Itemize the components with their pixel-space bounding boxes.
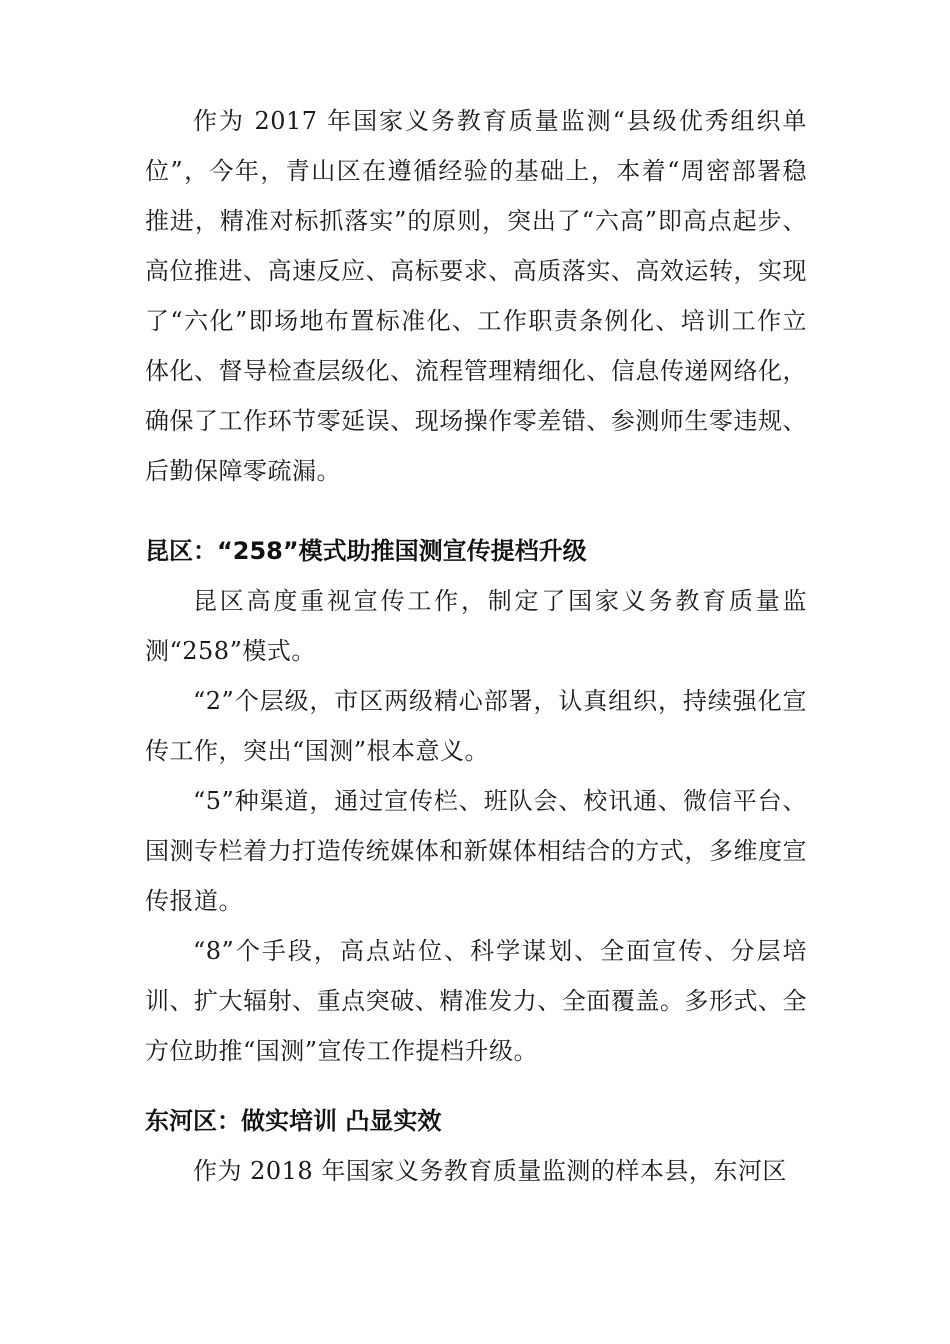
kunqu-paragraph-2: “2”个层级，市区两级精心部署，认真组织，持续强化宣传工作，突出“国测”根本意义。 [145,687,807,765]
kunqu-paragraph-3: “5”种渠道，通过宣传栏、班队会、校讯通、微信平台、国测专栏着力打造传统媒体和新媒体相结合的方式，多维度宣传报道。 [145,787,807,915]
donghequ-paragraph-1: 作为 2018 年国家义务教育质量监测的样本县，东河区 [193,1157,787,1185]
section-heading-kunqu: 昆区：“258”模式助推国测宣传提档升级 [145,537,587,565]
section-heading-donghequ: 东河区：做实培训 凸显实效 [145,1107,442,1135]
intro-paragraph: 作为 2017 年国家义务教育质量监测“县级优秀组织单位”，今年，青山区在遵循经验的基础上，本着“周密部署稳推进，精准对标抓落实”的原则，突出了“六高”即高点起步、高位推进、高速反应、高标要求、高质落实、高效运转，实现了“六化”即场地布置标准化、工作职责条例化、培训工作立体化、督导检查层级化、流程管理精细化、信息传递网络化，确保了工作环节零延误、现场操作零差错、参测师生零违规、后勤保障零疏漏。 [145,107,807,485]
kunqu-paragraph-1: 昆区高度重视宣传工作，制定了国家义务教育质量监测“258”模式。 [145,587,807,665]
document-body [145,96,807,1196]
kunqu-paragraph-4: “8”个手段，高点站位、科学谋划、全面宣传、分层培训、扩大辐射、重点突破、精准发力、全面覆盖。多形式、全方位助推“国测”宣传工作提档升级。 [145,937,807,1065]
